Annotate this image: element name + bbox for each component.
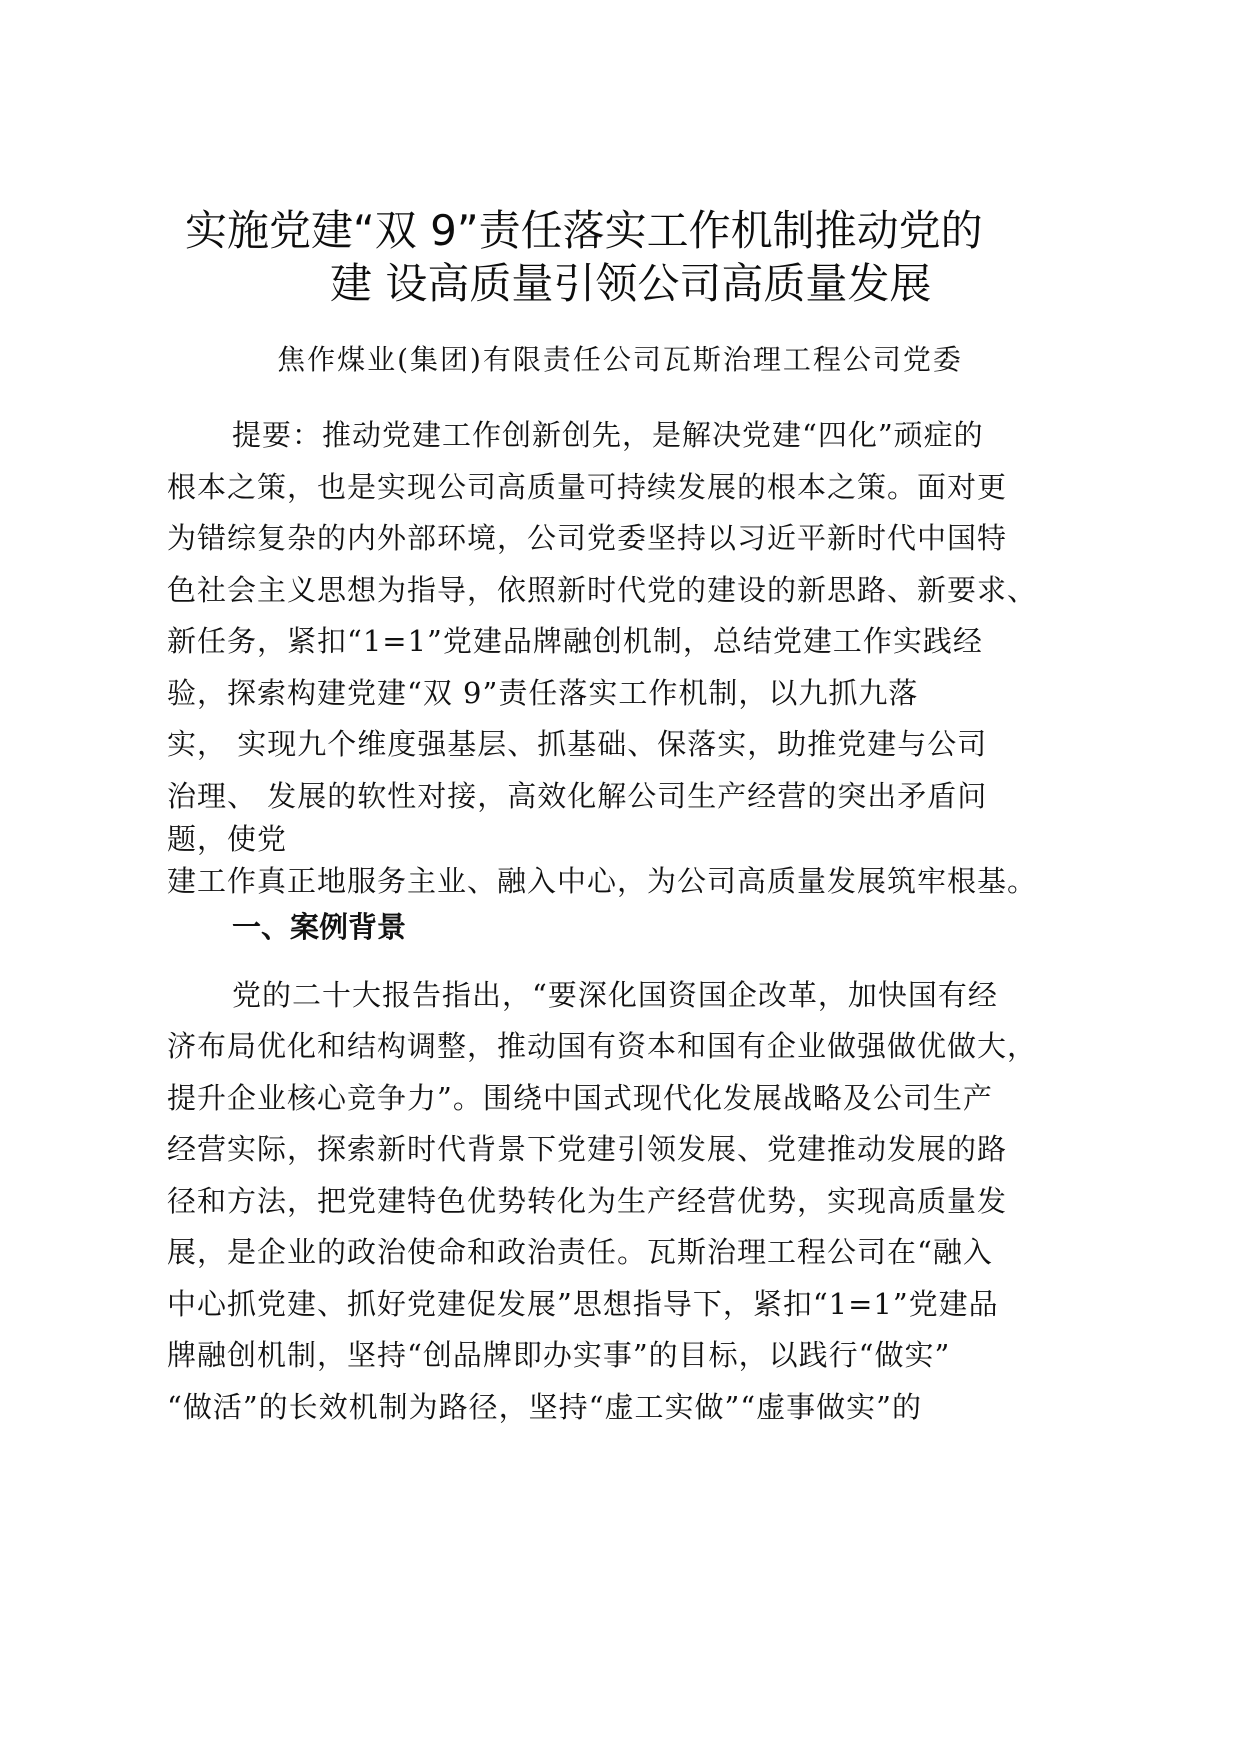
abstract-line: 根本之策，也是实现公司高质量可持续发展的根本之策。面对更	[167, 470, 1008, 504]
body-line: 牌融创机制，坚持“创品牌即办实事”的目标，以践行“做实”	[167, 1338, 951, 1372]
document-title-line-2: 建 设高质量引领公司高质量发展	[330, 259, 932, 308]
body-line: “做活”的长效机制为路径，坚持“虚工实做”“虚事做实”的	[167, 1390, 922, 1424]
author-organization: 焦作煤业(集团)有限责任公司瓦斯治理工程公司党委	[277, 343, 963, 376]
abstract-line: 新任务，紧扣“1=1”党建品牌融创机制，总结党建工作实践经	[167, 624, 983, 658]
abstract-line: 为错综复杂的内外部环境，公司党委坚持以习近平新时代中国特	[167, 521, 1008, 555]
body-line: 党的二十大报告指出，“要深化国资国企改革，加快国有经	[232, 978, 998, 1012]
section-heading: 一、案例背景	[232, 910, 407, 944]
body-line: 经营实际，探索新时代背景下党建引领发展、党建推动发展的路	[167, 1132, 1008, 1166]
body-line: 中心抓党建、抓好党建促发展”思想指导下，紧扣“1=1”党建品	[167, 1287, 999, 1321]
abstract-line: 题，使党	[167, 822, 288, 856]
abstract-line: 实， 实现九个维度强基层、抓基础、保落实，助推党建与公司	[167, 727, 988, 761]
body-line: 济布局优化和结构调整，推动国有资本和国有企业做强做优做大，	[167, 1029, 1038, 1063]
abstract-line: 建工作真正地服务主业、融入中心，为公司高质量发展筑牢根基。	[167, 864, 1038, 898]
abstract-line: 色社会主义思想为指导，依照新时代党的建设的新思路、新要求、	[167, 573, 1038, 607]
body-line: 径和方法，把党建特色优势转化为生产经营优势，实现高质量发	[167, 1184, 1008, 1218]
abstract-line: 治理、 发展的软性对接，高效化解公司生产经营的突出矛盾问	[167, 779, 988, 813]
document-title-line-1: 实施党建“双 9”责任落实工作机制推动党的	[185, 206, 983, 255]
body-line: 展，是企业的政治使命和政治责任。瓦斯治理工程公司在“融入	[167, 1235, 993, 1269]
abstract-line: 提要：推动党建工作创新创先，是解决党建“四化”顽症的	[232, 418, 984, 452]
body-line: 提升企业核心竞争力”。围绕中国式现代化发展战略及公司生产	[167, 1081, 993, 1115]
abstract-line: 验，探索构建党建“双 9”责任落实工作机制，以九抓九落	[167, 676, 919, 710]
